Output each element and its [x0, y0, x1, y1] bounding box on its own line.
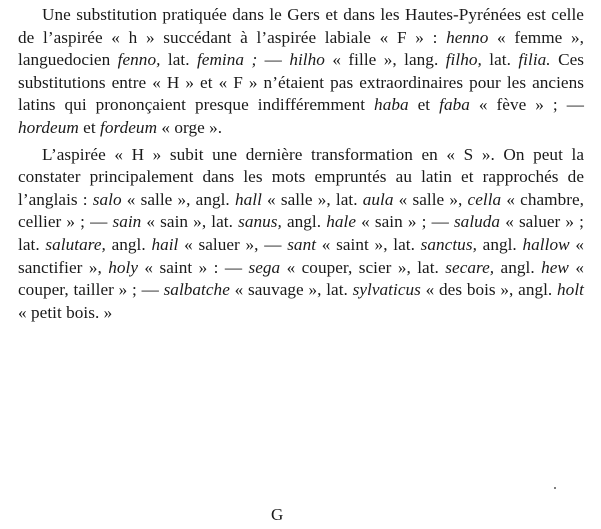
italic-term: sanus, [238, 212, 282, 232]
italic-term: hordeum [18, 117, 79, 137]
italic-term: saluda [453, 212, 501, 232]
text-run: « saluer », — [178, 234, 288, 254]
italic-term: hew [541, 257, 569, 277]
italic-term: salbatche [163, 280, 230, 300]
italic-term: femina ; [196, 50, 258, 70]
italic-term: hail [151, 234, 179, 254]
text-run: angl. [476, 234, 523, 254]
text-run: angl. [105, 234, 152, 254]
text-run: « saint » : — [138, 257, 249, 277]
italic-term: filho, [445, 50, 482, 70]
italic-term: sylvaticus [352, 280, 421, 300]
italic-term: sega [248, 257, 281, 277]
text-run: lat. [160, 50, 197, 70]
italic-term: faba [439, 95, 470, 115]
text-run: « sauvage », lat. [229, 280, 353, 300]
text-run: « fève » ; — [469, 95, 584, 115]
text-run: « sain », lat. [141, 212, 239, 232]
text-run: « chambre, cellier » ; — [18, 189, 585, 232]
italic-term: holt [557, 280, 584, 300]
text-run: « orge ». [157, 117, 223, 137]
text-run: lat. [481, 50, 519, 70]
signature-mark: G [271, 505, 284, 524]
italic-term: sanctus, [420, 234, 477, 254]
text-run: « salle », lat. [261, 189, 363, 209]
print-speck [554, 487, 556, 489]
italic-term: hall [234, 189, 262, 209]
italic-term: aula [362, 189, 394, 209]
italic-term: sant [287, 234, 317, 254]
page-body [18, 4, 584, 324]
italic-term: fordeum [100, 117, 158, 137]
text-run: angl. [494, 257, 542, 277]
italic-term: henno [446, 27, 489, 47]
text-run: « femme », languedocien [18, 27, 584, 70]
italic-term: salo [92, 189, 122, 209]
text-run: « saluer » ; lat. [18, 212, 584, 254]
text-run: « fille », lang. [324, 50, 446, 70]
text-run: L’aspirée « H » subit une dernière transformation en « S ». On peut la constater principalement dans les mots empruntés au latin et rapprochés de l’anglais : [18, 144, 584, 209]
paragraph-2 [18, 144, 584, 325]
text-run: « salle », [393, 189, 468, 209]
text-run: Ces substitutions entre « H » et « F » n’étaient pas extraordinaires pour les anciens latins qui prononçaient presque indifféremment [18, 50, 585, 115]
text-run: « couper, scier », lat. [280, 257, 446, 277]
text-run: et [408, 95, 440, 115]
text-run: « salle », angl. [121, 189, 235, 209]
text-run: angl. [281, 212, 327, 232]
text-run: « des bois », angl. [420, 280, 558, 300]
italic-term: holy [108, 257, 139, 277]
text-run: et [78, 117, 101, 137]
text-run: « couper, tailler » ; — [18, 257, 584, 300]
italic-term: hallow [522, 234, 570, 254]
paragraph-1 [18, 4, 584, 140]
italic-term: sain [112, 212, 142, 232]
text-run: « petit bois. » [18, 302, 113, 322]
italic-term: hilho [289, 50, 325, 70]
italic-term: fenno, [117, 50, 161, 70]
italic-term: secare, [445, 257, 495, 277]
text-run: « saint », lat. [316, 234, 421, 254]
italic-term: salutare, [45, 234, 106, 254]
text-run: « sanctifier », [18, 234, 584, 277]
text-run: — [257, 50, 290, 70]
text-run: « sain » ; — [356, 212, 454, 232]
italic-term: cella [467, 189, 502, 209]
text-run: Une substitution pratiquée dans le Gers et dans les Hautes-Pyrénées est celle de l’aspirée « h » succédant à l’aspirée labiale « F » : [18, 5, 584, 47]
italic-term: haba [374, 95, 409, 115]
italic-term: filia. [518, 50, 551, 70]
italic-term: hale [326, 212, 357, 232]
